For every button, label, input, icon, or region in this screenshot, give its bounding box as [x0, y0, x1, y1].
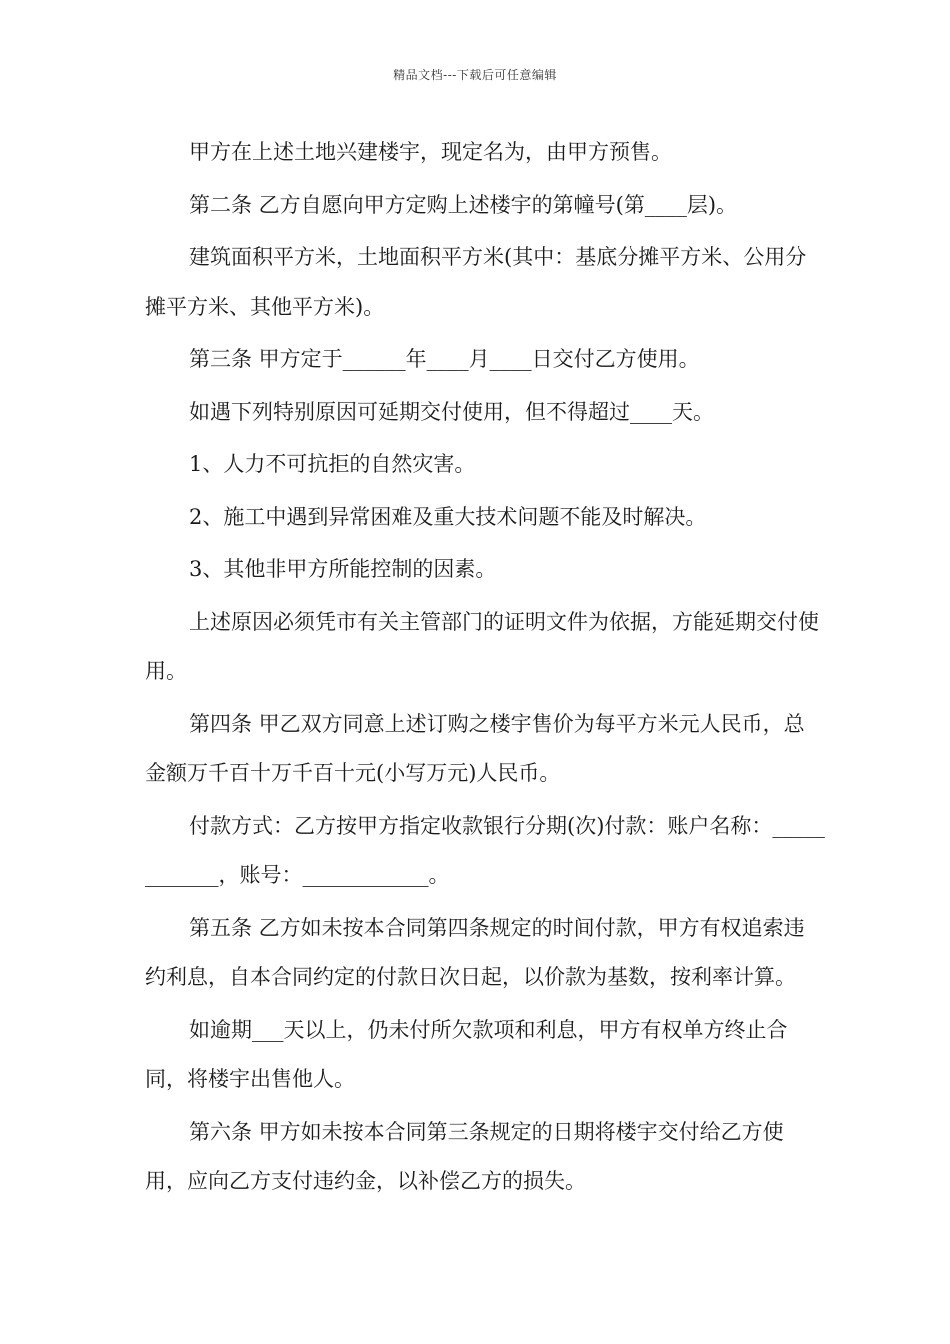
paragraph: 第五条 乙方如未按本合同第四条规定的时间付款，甲方有权追索违约利息，自本合同约定的付款日次日起，以价款为基数，按利率计算。 — [145, 915, 805, 989]
paragraph: 3、其他非甲方所能控制的因素。 — [189, 557, 497, 581]
paragraph: 1、人力不可抗拒的自然灾害。 — [189, 452, 476, 476]
paragraph: 甲方在上述土地兴建楼宇，现定名为，由甲方预售。 — [189, 140, 672, 164]
paragraph: 付款方式：乙方按甲方指定收款银行分期(次)付款：账户名称：____________，账号：____________。 — [145, 813, 825, 887]
paragraph: 建筑面积平方米，土地面积平方米(其中：基底分摊平方米、公用分摊平方米、其他平方米)。 — [145, 245, 807, 319]
paragraph: 上述原因必须凭市有关主管部门的证明文件为依据，方能延期交付使用。 — [145, 609, 819, 683]
paragraph: 第四条 甲乙双方同意上述订购之楼宇售价为每平方米元人民币，总金额万千百十万千百十元(小写万元)人民币。 — [145, 711, 805, 785]
paragraph: 第二条 乙方自愿向甲方定购上述楼宇的第幢号(第____层)。 — [189, 192, 738, 217]
page-header: 精品文档---下载后可任意编辑 — [393, 68, 557, 82]
paragraph: 第三条 甲方定于______年____月____日交付乙方使用。 — [189, 347, 700, 371]
paragraph: 如逾期___天以上，仍未付所欠款项和利息，甲方有权单方终止合同，将楼宇出售他人。 — [145, 1017, 788, 1091]
contract-body — [145, 128, 825, 1210]
paragraph: 第六条 甲方如未按本合同第三条规定的日期将楼宇交付给乙方使用，应向乙方支付违约金，以补偿乙方的损失。 — [145, 1119, 784, 1193]
paragraph: 如遇下列特别原因可延期交付使用，但不得超过____天。 — [189, 399, 714, 424]
paragraph: 2、施工中遇到异常困难及重大技术问题不能及时解决。 — [189, 504, 707, 529]
